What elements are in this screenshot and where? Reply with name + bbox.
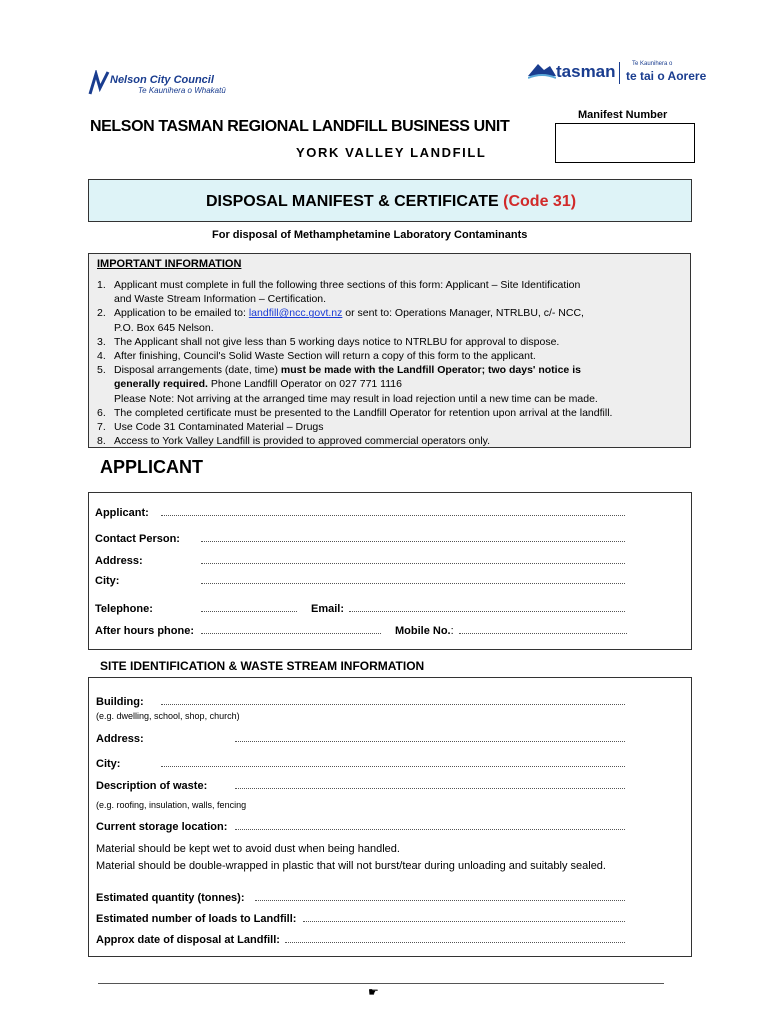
info-item: 3. The Applicant shall not give less than 5 working days notice to NTRLBU for approval to dispose. <box>97 335 560 348</box>
building-field[interactable] <box>161 704 625 705</box>
after-hours-label: After hours phone: <box>95 625 194 637</box>
info-item: 8. Access to York Valley Landfill is provided to approved commercial operators only. <box>97 435 491 448</box>
city-field[interactable] <box>201 583 625 584</box>
contact-person-field[interactable] <box>201 541 625 542</box>
info-item: 6. The completed certificate must be presented to the Landfill Operator for retention upon arrival at the landfill. <box>97 406 613 419</box>
info-item: 2. Application to be emailed to: landfill@ncc.govt.nz or sent to: Operations Manager, NTRLBU, c/- NCC, <box>97 307 584 320</box>
site-identification-section <box>88 677 692 957</box>
mobile-label: Mobile No.: <box>395 625 454 637</box>
info-item: 1. Applicant must complete in full the following three sections of this form: Applicant – Site Identification <box>97 279 581 291</box>
storage-location-label: Current storage location: <box>96 821 228 833</box>
site-city-field[interactable] <box>161 766 625 767</box>
info-item: 7. Use Code 31 Contaminated Material – Drugs <box>97 421 324 434</box>
ncc-subtitle: Te Kaunihera o Whakatū <box>138 86 226 95</box>
disposal-date-label: Approx date of disposal at Landfill: <box>96 934 280 946</box>
mobile-field[interactable] <box>459 633 627 634</box>
important-information-box <box>88 253 691 448</box>
handling-note-2: Material should be double-wrapped in plastic that will not burst/tear during unloading and suitably sealed. <box>96 860 606 872</box>
applicant-heading: APPLICANT <box>100 457 203 477</box>
document-title <box>89 193 693 211</box>
estimated-loads-label: Estimated number of loads to Landfill: <box>96 913 297 925</box>
ncc-logo-icon <box>88 70 110 96</box>
disposal-date-field[interactable] <box>285 942 625 943</box>
unit-title: NELSON TASMAN REGIONAL LANDFILL BUSINESS UNIT <box>90 118 510 135</box>
manifest-number-field[interactable] <box>555 123 695 163</box>
site-identification-heading: SITE IDENTIFICATION & WASTE STREAM INFORMATION <box>100 659 425 673</box>
site-name: YORK VALLEY LANDFILL <box>296 145 487 160</box>
disposal-subtitle: For disposal of Methamphetamine Laboratory Contaminants <box>212 229 528 241</box>
building-hint: (e.g. dwelling, school, shop, church) <box>96 711 240 721</box>
info-list: 1. Applicant must complete in full the following three sections of this form: Applicant – Site Identification and Waste Stream Information – Certification. 2. Application to be emailed to: landfill@ncc.govt.nz or sent to: Operations Manager, NTRLBU, c/- NCC, P.O. Box 645 Nelson. 3. The Applicant shall not give less than 5 working days notice to NTRLBU for approval to dispose. 4. After finishing, Council's Solid Waste Section will return a copy of this form to the applicant. 5. Disposal arrangements (date, time) must be made with the Landfill Operator; two days' notice is generally required. Phone Landfill Operator on 027 771 1116 Please Note: Not arriving at the arranged time may result in load rejection until a new time can be made. 6. The completed certificate must be presented to the Landfill Operator for retention upon arrival at the landfill. 7. Use Code 31 Contaminated Material – Drugs 8. Access to York Valley Landfill is provided to approved commercial operators only. <box>97 278 687 448</box>
storage-location-field[interactable] <box>235 829 625 830</box>
applicant-field[interactable] <box>161 515 625 516</box>
applicant-section <box>88 492 692 650</box>
email-label: Email: <box>311 603 345 615</box>
tasman-name: tasman <box>556 62 616 81</box>
tasman-logo-icon <box>528 60 556 80</box>
tasman-subtitle: te tai o Aorere <box>626 69 707 83</box>
title-main: DISPOSAL MANIFEST & CERTIFICATE <box>205 193 504 210</box>
estimated-quantity-label: Estimated quantity (tonnes): <box>96 892 245 904</box>
info-item: 5. Disposal arrangements (date, time) must be made with the Landfill Operator; two days' notice is <box>97 364 581 377</box>
pointing-hand-icon: ☛ <box>368 985 379 999</box>
site-address-field[interactable] <box>235 741 625 742</box>
manifest-number-label: Manifest Number <box>578 109 668 121</box>
waste-description-label: Description of waste: <box>96 780 208 792</box>
info-heading: IMPORTANT INFORMATION <box>97 258 242 270</box>
title-banner <box>88 179 692 222</box>
email-link[interactable]: landfill@ncc.govt.nz <box>248 307 343 320</box>
tasman-subtitle-small: Te Kaunihera o <box>632 61 673 67</box>
waste-description-field[interactable] <box>235 788 625 789</box>
address-label: Address: <box>95 555 143 567</box>
waste-description-hint: (e.g. roofing, insulation, walls, fencing <box>96 800 247 810</box>
ncc-name: Nelson City Council <box>110 74 214 86</box>
email-field[interactable] <box>349 611 625 612</box>
estimated-quantity-field[interactable] <box>255 900 625 901</box>
telephone-field[interactable] <box>201 611 297 612</box>
city-label: City: <box>95 575 120 587</box>
telephone-label: Telephone: <box>95 603 153 615</box>
footer-divider <box>98 983 664 984</box>
site-address-label: Address: <box>96 733 144 745</box>
info-item: 4. After finishing, Council's Solid Waste Section will return a copy of this form to the applicant. <box>97 350 536 363</box>
handling-note-1: Material should be kept wet to avoid dust when being handled. <box>96 843 400 855</box>
site-city-label: City: <box>96 758 121 770</box>
estimated-loads-field[interactable] <box>303 921 625 922</box>
applicant-label: Applicant: <box>95 507 149 519</box>
building-label: Building: <box>96 696 144 708</box>
address-field[interactable] <box>201 563 625 564</box>
after-hours-field[interactable] <box>201 633 381 634</box>
contact-person-label: Contact Person: <box>95 533 180 545</box>
tasman-divider <box>619 62 620 84</box>
title-code: (Code 31) <box>503 193 577 210</box>
